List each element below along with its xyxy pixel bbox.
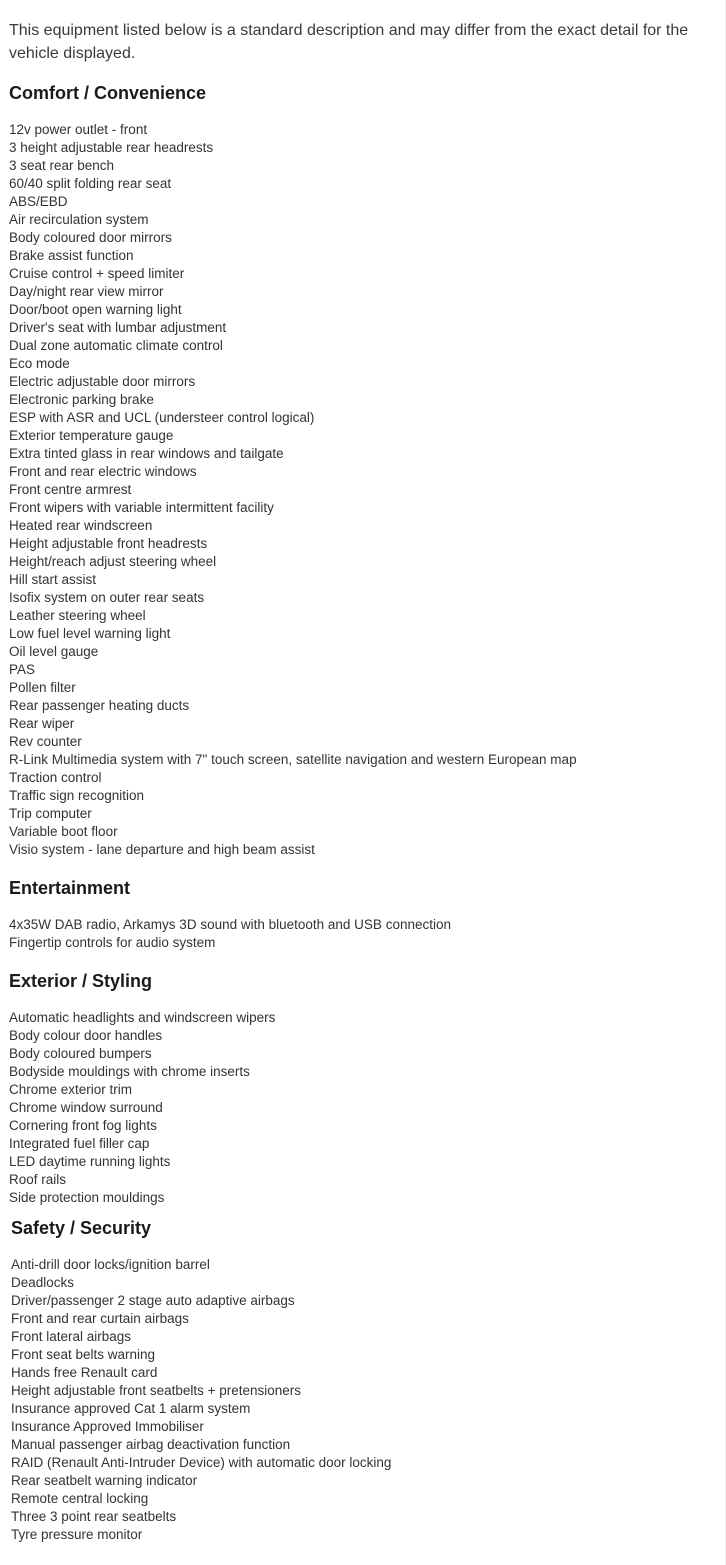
list-item: Chrome window surround: [9, 1100, 163, 1115]
list-item: Front seat belts warning: [11, 1347, 156, 1362]
list-item: Cruise control + speed limiter: [9, 266, 185, 281]
list-item: Front wipers with variable intermittent facility: [9, 500, 274, 515]
list-item: 3 height adjustable rear headrests: [9, 140, 214, 155]
list-item: Rear wiper: [9, 716, 75, 731]
list-item: R-Link Multimedia system with 7" touch screen, satellite navigation and western European map: [9, 752, 577, 767]
list-item: Variable boot floor: [9, 824, 118, 839]
list-item: Front centre armrest: [9, 482, 132, 497]
section-title-comfort-convenience: Comfort / Convenience: [9, 83, 207, 103]
list-item: Oil level gauge: [9, 644, 99, 659]
list-item: Automatic headlights and windscreen wipers: [9, 1010, 276, 1025]
list-item: Pollen filter: [9, 680, 76, 695]
list-item: Integrated fuel filler cap: [9, 1136, 150, 1151]
list-item: Front and rear curtain airbags: [11, 1311, 189, 1326]
list-item: Visio system - lane departure and high beam assist: [9, 842, 315, 857]
list-item: Day/night rear view mirror: [9, 284, 164, 299]
list-item: Fingertip controls for audio system: [9, 935, 216, 950]
list-item: Exterior temperature gauge: [9, 428, 174, 443]
section-title-exterior-styling: Exterior / Styling: [9, 971, 153, 991]
list-item: Deadlocks: [11, 1275, 75, 1290]
list-item: Brake assist function: [9, 248, 134, 263]
list-item: Insurance approved Cat 1 alarm system: [11, 1401, 251, 1416]
list-item: 12v power outlet - front: [9, 122, 148, 137]
section-title-safety-security: Safety / Security: [11, 1218, 152, 1238]
list-item: Door/boot open warning light: [9, 302, 182, 317]
list-item: Hands free Renault card: [11, 1365, 158, 1380]
list-item: Low fuel level warning light: [9, 626, 171, 641]
list-item: Bodyside mouldings with chrome inserts: [9, 1064, 250, 1079]
list-item: Insurance Approved Immobiliser: [11, 1419, 204, 1434]
list-item: Body coloured bumpers: [9, 1046, 152, 1061]
list-item: LED daytime running lights: [9, 1154, 171, 1169]
list-item: 3 seat rear bench: [9, 158, 115, 173]
list-item: Front lateral airbags: [11, 1329, 132, 1344]
list-item: Rear passenger heating ducts: [9, 698, 190, 713]
list-item: Rear seatbelt warning indicator: [11, 1473, 198, 1488]
list-item: Traffic sign recognition: [9, 788, 145, 803]
list-item: Side protection mouldings: [9, 1190, 165, 1205]
list-item: Dual zone automatic climate control: [9, 338, 223, 353]
equipment-disclaimer: This equipment listed below is a standard description and may differ from the exact detail for the vehicle displayed.: [9, 22, 689, 62]
list-item: Heated rear windscreen: [9, 518, 153, 533]
list-item: Isofix system on outer rear seats: [9, 590, 205, 605]
list-item: Electronic parking brake: [9, 392, 154, 407]
list-item: Driver/passenger 2 stage auto adaptive airbags: [11, 1293, 295, 1308]
list-item: Rev counter: [9, 734, 82, 749]
list-item: RAID (Renault Anti-Intruder Device) with automatic door locking: [11, 1455, 392, 1470]
list-item: Front and rear electric windows: [9, 464, 197, 479]
list-item: Height adjustable front headrests: [9, 536, 208, 551]
list-item: Manual passenger airbag deactivation function: [11, 1437, 291, 1452]
list-item: ABS/EBD: [9, 194, 68, 209]
list-item: ESP with ASR and UCL (understeer control logical): [9, 410, 315, 425]
list-item: Anti-drill door locks/ignition barrel: [11, 1257, 210, 1272]
list-item: Hill start assist: [9, 572, 97, 587]
list-item: Height adjustable front seatbelts + pretensioners: [11, 1383, 302, 1398]
entertainment-list: [9, 916, 451, 952]
list-item: Body colour door handles: [9, 1028, 163, 1043]
comfort-convenience-list: [9, 121, 577, 859]
list-item: Height/reach adjust steering wheel: [9, 554, 217, 569]
list-item: Tyre pressure monitor: [11, 1527, 143, 1542]
exterior-styling-list: [9, 1009, 275, 1207]
list-item: 4x35W DAB radio, Arkamys 3D sound with bluetooth and USB connection: [9, 917, 451, 932]
section-title-entertainment: Entertainment: [9, 878, 131, 898]
list-item: Air recirculation system: [9, 212, 149, 227]
list-item: Cornering front fog lights: [9, 1118, 157, 1133]
list-item: Remote central locking: [11, 1491, 149, 1506]
list-item: Eco mode: [9, 356, 70, 371]
list-item: Trip computer: [9, 806, 92, 821]
list-item: Three 3 point rear seatbelts: [11, 1509, 177, 1524]
list-item: Driver's seat with lumbar adjustment: [9, 320, 227, 335]
list-item: Body coloured door mirrors: [9, 230, 172, 245]
list-item: Chrome exterior trim: [9, 1082, 133, 1097]
list-item: Traction control: [9, 770, 102, 785]
list-item: Roof rails: [9, 1172, 67, 1187]
list-item: 60/40 split folding rear seat: [9, 176, 172, 191]
list-item: PAS: [9, 662, 36, 677]
list-item: Electric adjustable door mirrors: [9, 374, 196, 389]
list-item: Leather steering wheel: [9, 608, 146, 623]
safety-security-list: [11, 1256, 391, 1544]
list-item: Extra tinted glass in rear windows and tailgate: [9, 446, 284, 461]
